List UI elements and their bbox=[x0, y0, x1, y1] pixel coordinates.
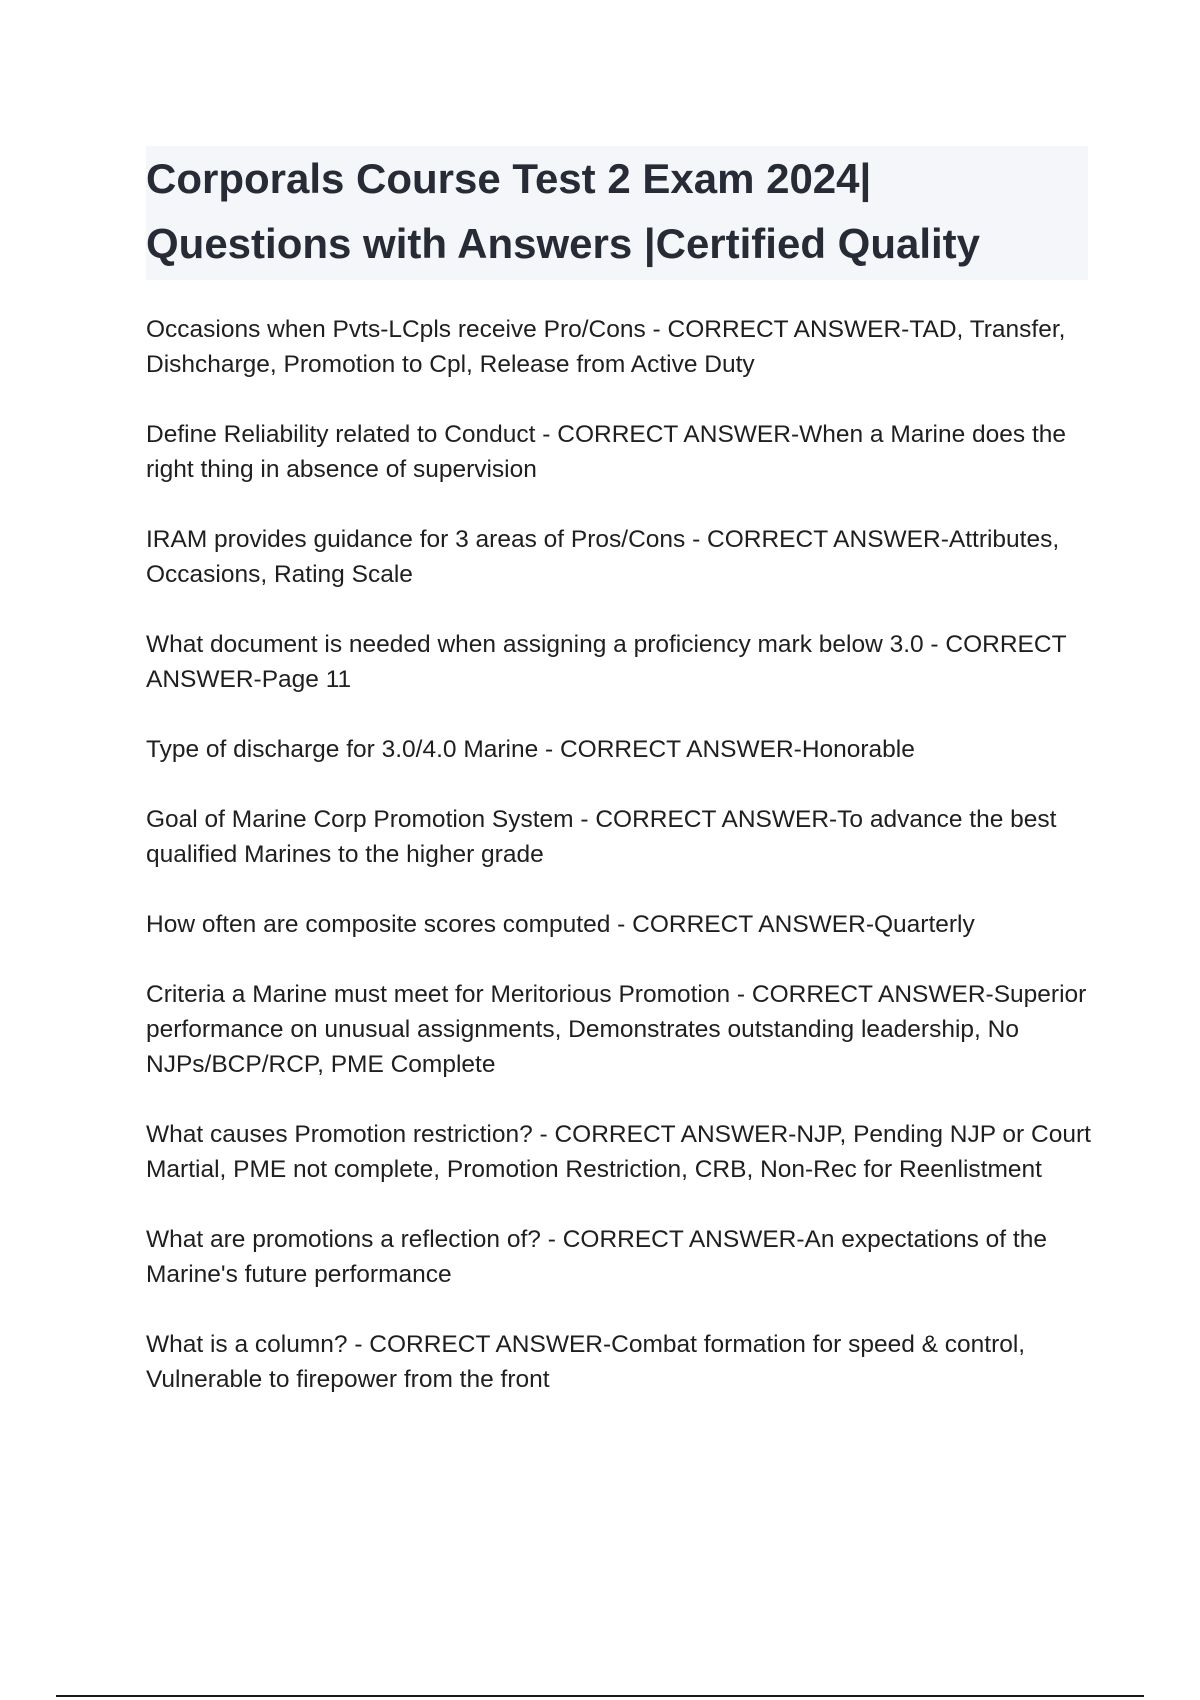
document-title-line-1: Corporals Course Test 2 Exam 2024| bbox=[146, 155, 872, 202]
qa-item: What are promotions a reflection of? - CORRECT ANSWER-An expectations of the Marine's future performance bbox=[146, 1226, 1047, 1288]
document-title-line-2: Questions with Answers |Certified Quality bbox=[146, 220, 981, 267]
qa-item: Type of discharge for 3.0/4.0 Marine - CORRECT ANSWER-Honorable bbox=[146, 736, 915, 763]
qa-item: What is a column? - CORRECT ANSWER-Combat formation for speed & control, Vulnerable to firepower from the front bbox=[146, 1331, 1026, 1393]
qa-item: What document is needed when assigning a proficiency mark below 3.0 - CORRECT ANSWER-Page 11 bbox=[146, 631, 1067, 693]
qa-item: What causes Promotion restriction? - CORRECT ANSWER-NJP, Pending NJP or Court Martial, PME not complete, Promotion Restriction, CRB, Non-Rec for Reenlistment bbox=[146, 1121, 1091, 1183]
qa-item: Criteria a Marine must meet for Meritorious Promotion - CORRECT ANSWER-Superior performance on unusual assignments, Demonstrates outstanding leadership, No NJPs/BCP/RCP, PME Complete bbox=[146, 981, 1087, 1078]
qa-item: Define Reliability related to Conduct - CORRECT ANSWER-When a Marine does the right thing in absence of supervision bbox=[146, 421, 1067, 483]
qa-list bbox=[146, 312, 1096, 1432]
qa-item: Goal of Marine Corp Promotion System - CORRECT ANSWER-To advance the best qualified Marines to the higher grade bbox=[146, 806, 1057, 868]
title-block bbox=[146, 146, 1088, 280]
footer-rule bbox=[56, 1695, 1144, 1697]
qa-item: IRAM provides guidance for 3 areas of Pros/Cons - CORRECT ANSWER-Attributes, Occasions, Rating Scale bbox=[146, 526, 1060, 588]
qa-item: How often are composite scores computed - CORRECT ANSWER-Quarterly bbox=[146, 911, 975, 938]
qa-item: Occasions when Pvts-LCpls receive Pro/Cons - CORRECT ANSWER-TAD, Transfer, Dishcharge, Promotion to Cpl, Release from Active Duty bbox=[146, 316, 1066, 378]
